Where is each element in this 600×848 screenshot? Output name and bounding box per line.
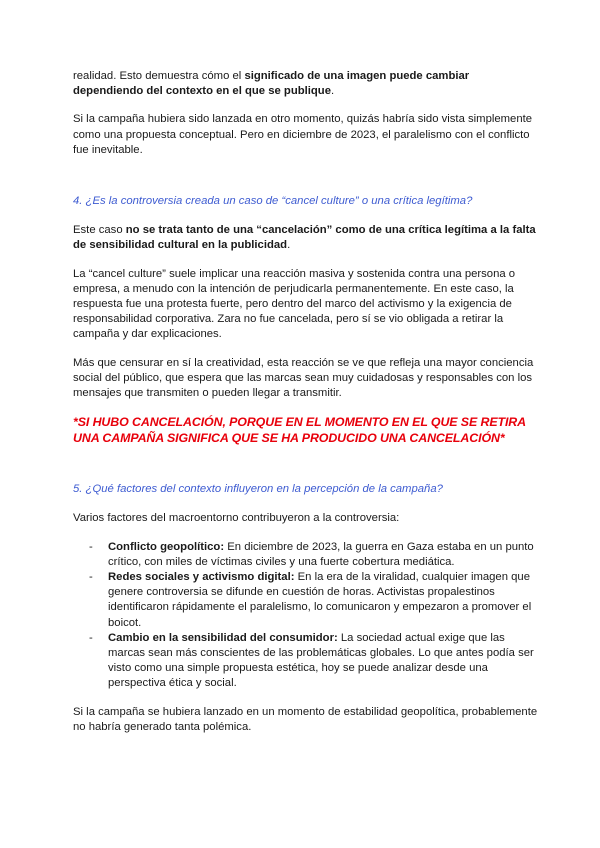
list-item bbox=[73, 631, 538, 692]
section-heading-4: 4. ¿Es la controversia creada un caso de “cancel culture” o una crítica legítima? bbox=[73, 195, 473, 208]
paragraph-social-awareness: Más que censurar en sí la creatividad, esta reacción se ve que refleja una mayor conciencia social del público, que espera que las marcas sean muy cuidadosas y responsables con los mensajes que transmiten o pueden llegar a transmitir. bbox=[73, 356, 534, 400]
bullet-label: Cambio en la sensibilidad del consumidor: bbox=[108, 631, 338, 644]
red-alert-note: *SI HUBO CANCELACIÓN, PORQUE EN EL MOMENTO EN EL QUE SE RETIRA UNA CAMPAÑA SIGNIFICA QUE SE HA PRODUCIDO UNA CANCELACIÓN* bbox=[73, 415, 526, 446]
paragraph-text: . bbox=[287, 239, 291, 252]
bullet-text: La sociedad actual exige que las marcas sean más conscientes de las problemáticas globales. Lo que antes podía ser visto como una simple propuesta estética, hoy se puede analizar desde una perspectiva ética y social. bbox=[108, 631, 534, 690]
bullet-label: Redes sociales y activismo digital: bbox=[108, 571, 295, 584]
paragraph-critique bbox=[73, 223, 538, 253]
paragraph-text: Este caso bbox=[73, 224, 126, 237]
bullet-label: Conflicto geopolítico: bbox=[108, 540, 225, 553]
bullet-text: En diciembre de 2023, la guerra en Gaza estaba en un punto crítico, con miles de víctimas civiles y una fuerte cobertura mediática. bbox=[108, 540, 534, 568]
section-heading-5: 5. ¿Qué factores del contexto influyeron en la percepción de la campaña? bbox=[73, 483, 443, 496]
paragraph-text: realidad. Esto demuestra cómo el bbox=[73, 70, 245, 82]
bullet-dash: - bbox=[89, 631, 93, 644]
paragraph-text: . bbox=[330, 85, 335, 98]
bullet-text: En la era de la viralidad, cualquier imagen que genere controversia se difunde en cuestión de horas. Activistas propalestinos identificaron rápidamente el paralelismo, lo comunicaron y empezaron a promover el boicot. bbox=[108, 571, 532, 629]
paragraph-conclusion: Si la campaña se hubiera lanzado en un momento de estabilidad geopolítica, probablemente no habría generado tanta polémica. bbox=[73, 705, 538, 733]
bold-phrase: significado de una imagen puede cambiar dependiendo del contexto en el que se publique bbox=[73, 70, 470, 98]
factors-list bbox=[73, 540, 538, 692]
paragraph-cancel-culture: La “cancel culture” suele implicar una reacción masiva y sostenida contra una persona o empresa, a menudo con la intención de perjudicarla permanentemente. En este caso, la respuesta fue una protesta fuerte, pero dentro del marco del activismo y la exigencia de responsabilidad corporativa. Zara no fue cancelada, pero sí se vio obligada a retirar la campaña y dar explicaciones. bbox=[73, 267, 516, 341]
paragraph-context-meaning bbox=[73, 69, 538, 99]
bold-phrase: no se trata tanto de una “cancelación” como de una crítica legítima a la falta de sensibilidad cultural en la publicidad bbox=[73, 224, 536, 252]
list-item bbox=[73, 570, 538, 631]
bullet-dash: - bbox=[89, 540, 93, 553]
bullet-dash: - bbox=[89, 571, 93, 584]
paragraph-alternative-timing: Si la campaña hubiera sido lanzada en otro momento, quizás habría sido vista simplemente como una propuesta conceptual. Pero en diciembre de 2023, el paralelismo con el conflicto fue inevitable. bbox=[73, 113, 533, 156]
paragraph-factors-intro: Varios factores del macroentorno contribuyeron a la controversia: bbox=[73, 512, 400, 525]
list-item bbox=[73, 540, 538, 570]
